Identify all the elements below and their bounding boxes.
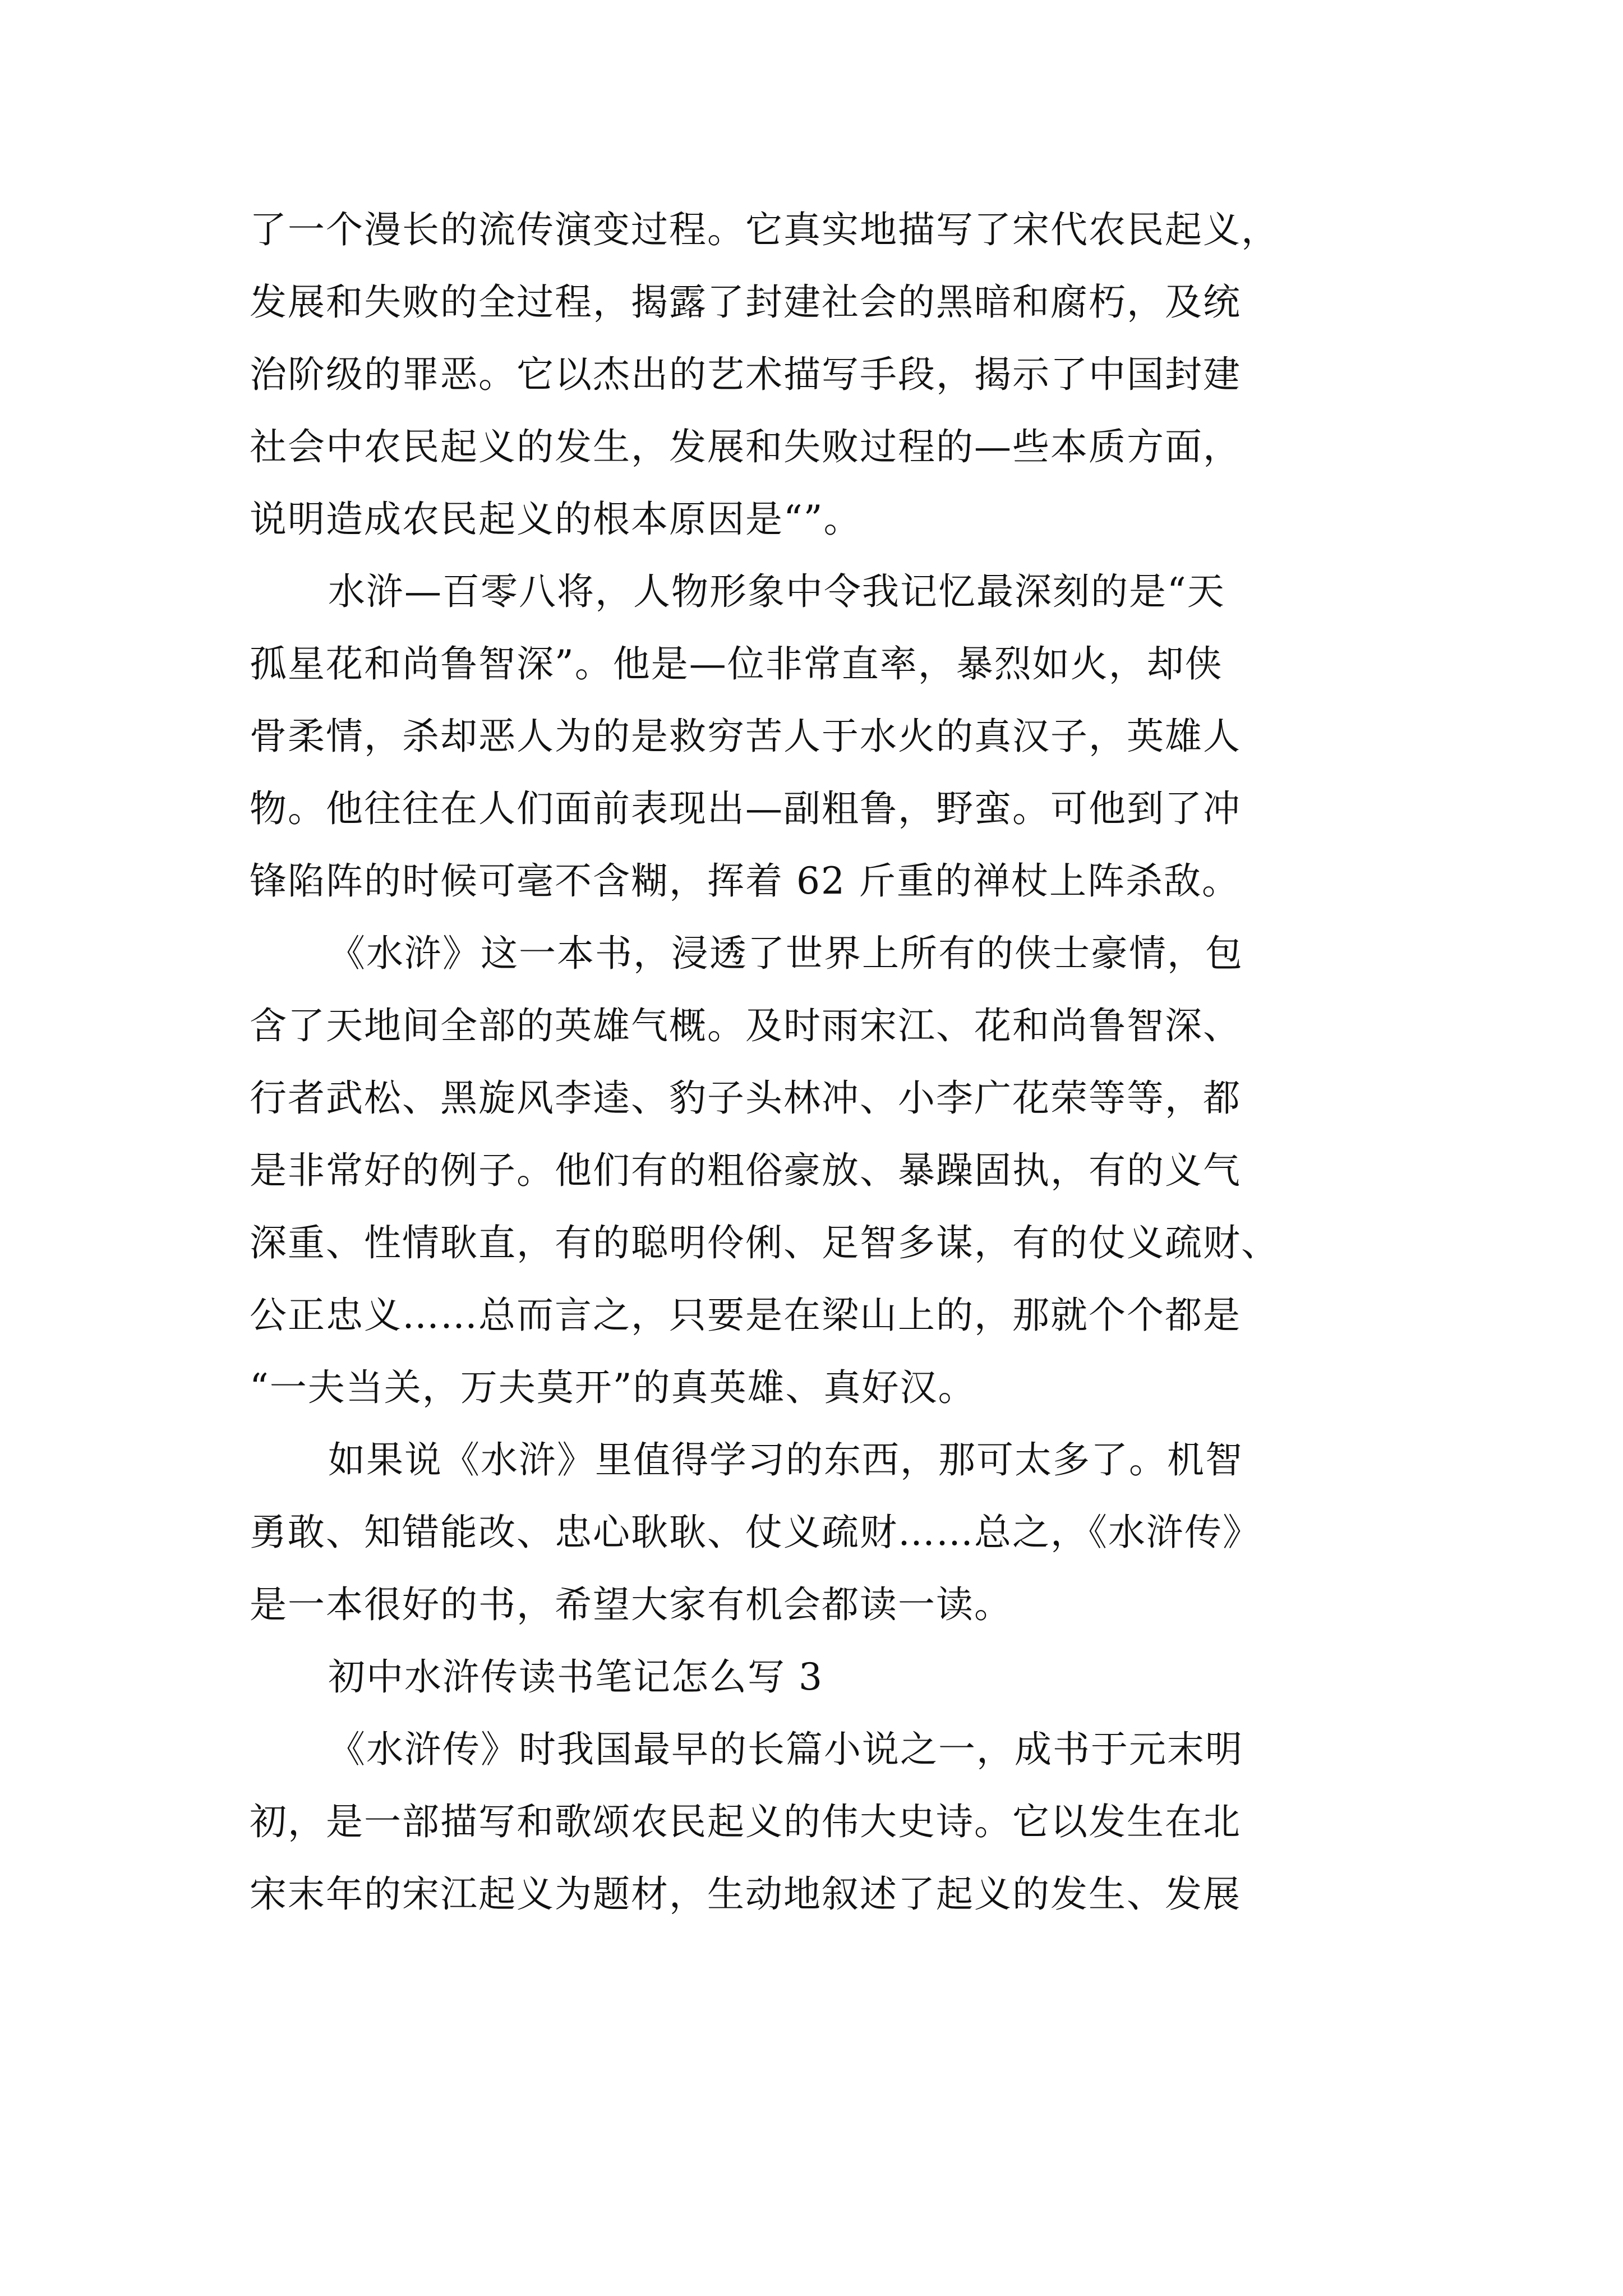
text-line: 治阶级的罪恶。它以杰出的艺术描写手段，揭示了中国封建 (250, 353, 1241, 396)
section-heading: 初中水浒传读书笔记怎么写 3 (328, 1655, 823, 1699)
text-line: 行者武松、黑旋风李逵、豹子头林冲、小李广花荣等等，都 (250, 1076, 1241, 1120)
text-line: 说明造成农民起义的根本原因是“”。 (250, 498, 862, 541)
paragraph-first-line: 如果说《水浒》里值得学习的东西，那可太多了。机智 (328, 1438, 1243, 1481)
paragraph-first-line: 《水浒传》时我国最早的长篇小说之一，成书于元末明 (328, 1728, 1243, 1771)
text-line: 了一个漫长的流传演变过程。它真实地描写了宋代农民起义， (250, 208, 1279, 251)
text-line: 含了天地间全部的英雄气概。及时雨宋江、花和尚鲁智深、 (250, 1004, 1241, 1047)
text-line: 宋末年的宋江起义为题材，生动地叙述了起义的发生、发展 (250, 1872, 1241, 1916)
text-line: 勇敢、知错能改、忠心耿耿、仗义疏财……总之，《水浒传》 (250, 1511, 1261, 1554)
paragraph-first-line: 水浒—百零八将，人物形象中令我记忆最深刻的是“天 (328, 570, 1225, 613)
text-line: 锋陷阵的时候可毫不含糊，挥着 62 斤重的禅杖上阵杀敌。 (250, 859, 1240, 903)
text-line: 孤星花和尚鲁智深”。他是—位非常直率，暴烈如火，却侠 (250, 642, 1223, 685)
text-line: 是一本很好的书，希望大家有机会都读一读。 (250, 1583, 1012, 1626)
text-line: 物。他往往在人们面前表现出—副粗鲁，野蛮。可他到了冲 (250, 787, 1241, 830)
text-line: 公正忠义……总而言之，只要是在梁山上的，那就个个都是 (250, 1294, 1241, 1337)
text-line: 初，是一部描写和歌颂农民起义的伟大史诗。它以发生在北 (250, 1800, 1241, 1843)
paragraph-first-line: 《水浒》这一本书，浸透了世界上所有的侠士豪情，包 (328, 932, 1243, 975)
text-line: 社会中农民起义的发生，发展和失败过程的—些本质方面， (250, 425, 1241, 468)
text-line: 骨柔情，杀却恶人为的是救穷苦人于水火的真汉子，英雄人 (250, 715, 1241, 758)
text-line: 深重、性情耿直，有的聪明伶俐、足智多谋，有的仗义疏财、 (250, 1221, 1279, 1264)
text-line: “一夫当关，万夫莫开”的真英雄、真好汉。 (250, 1366, 976, 1409)
text-line: 发展和失败的全过程，揭露了封建社会的黑暗和腐朽，及统 (250, 280, 1241, 324)
text-line: 是非常好的例子。他们有的粗俗豪放、暴躁固执，有的义气 (250, 1149, 1241, 1192)
